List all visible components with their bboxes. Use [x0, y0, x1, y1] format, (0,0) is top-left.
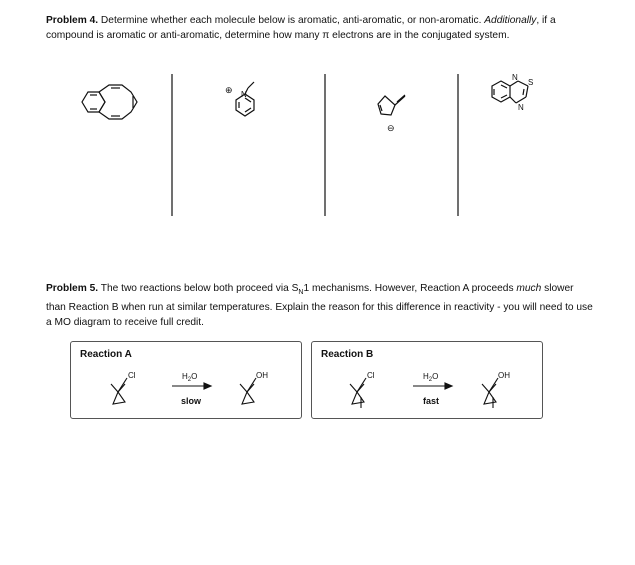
reaction-a-reagent: $H_2O$ — [182, 372, 198, 383]
reaction-b-rate: fast — [423, 396, 440, 406]
reaction-a-rate: slow — [181, 396, 202, 406]
benzothiazole-s: S — [528, 78, 534, 87]
pyridinium-n-label: N — [241, 90, 247, 99]
molecule-benzothiazole — [492, 81, 528, 103]
reaction-a-box — [70, 341, 302, 419]
reaction-b-reagent: $H_2O$ — [423, 372, 439, 383]
reaction-b-title: Reaction B — [321, 349, 374, 360]
problem-4-text — [46, 13, 594, 43]
molecule-n-methylpyridinium — [236, 82, 254, 116]
problem-5-sentence: The two reactions below both proceed via S — [98, 283, 299, 294]
reaction-b-scheme — [312, 342, 542, 418]
problem-5-label: Problem 5. — [46, 283, 99, 294]
reaction-a-product-group: OH — [256, 371, 268, 380]
benzothiazole-n2: N — [518, 103, 524, 112]
reaction-a-scheme — [71, 342, 301, 418]
reaction-a-title: Reaction A — [80, 349, 132, 360]
reaction-b-box — [311, 341, 543, 419]
benzothiazole-n1: N — [512, 73, 518, 82]
reaction-a-reactant-group: Cl — [128, 371, 136, 380]
problem-4-sentence-2: , if a compound is aromatic or anti-aromatic, determine how many π electrons are in the conjugated system. — [46, 15, 556, 41]
pyridinium-charge: ⊕ — [225, 85, 233, 95]
problem-5-italic: much — [516, 283, 542, 294]
problem-4-molecules — [0, 50, 635, 280]
problem-5-sentence-2: 1 mechanisms. However, Reaction A proceeds — [303, 283, 517, 294]
reaction-b-reactant-group: Cl — [367, 371, 375, 380]
cyclopentadienyl-charge: ⊖ — [387, 123, 395, 133]
problem-5-subscript: N — [298, 289, 304, 297]
reaction-b-product-group: OH — [498, 371, 510, 380]
molecule-fused-rings — [82, 85, 137, 119]
problem-5-sentence-3: slower than Reaction B when run at similar temperatures. Explain the reason for this difference in reactivity - you will need to use a MO diagram to receive full credit. — [46, 283, 593, 329]
problem-5-text — [46, 281, 594, 330]
problem-4-label: Problem 4. — [46, 15, 99, 26]
problem-4-sentence: Determine whether each molecule below is aromatic, anti-aromatic, or non-aromatic. — [98, 15, 482, 26]
problem-4-italic: Additionally — [484, 15, 537, 26]
molecule-cyclopentadienyl — [378, 95, 405, 115]
